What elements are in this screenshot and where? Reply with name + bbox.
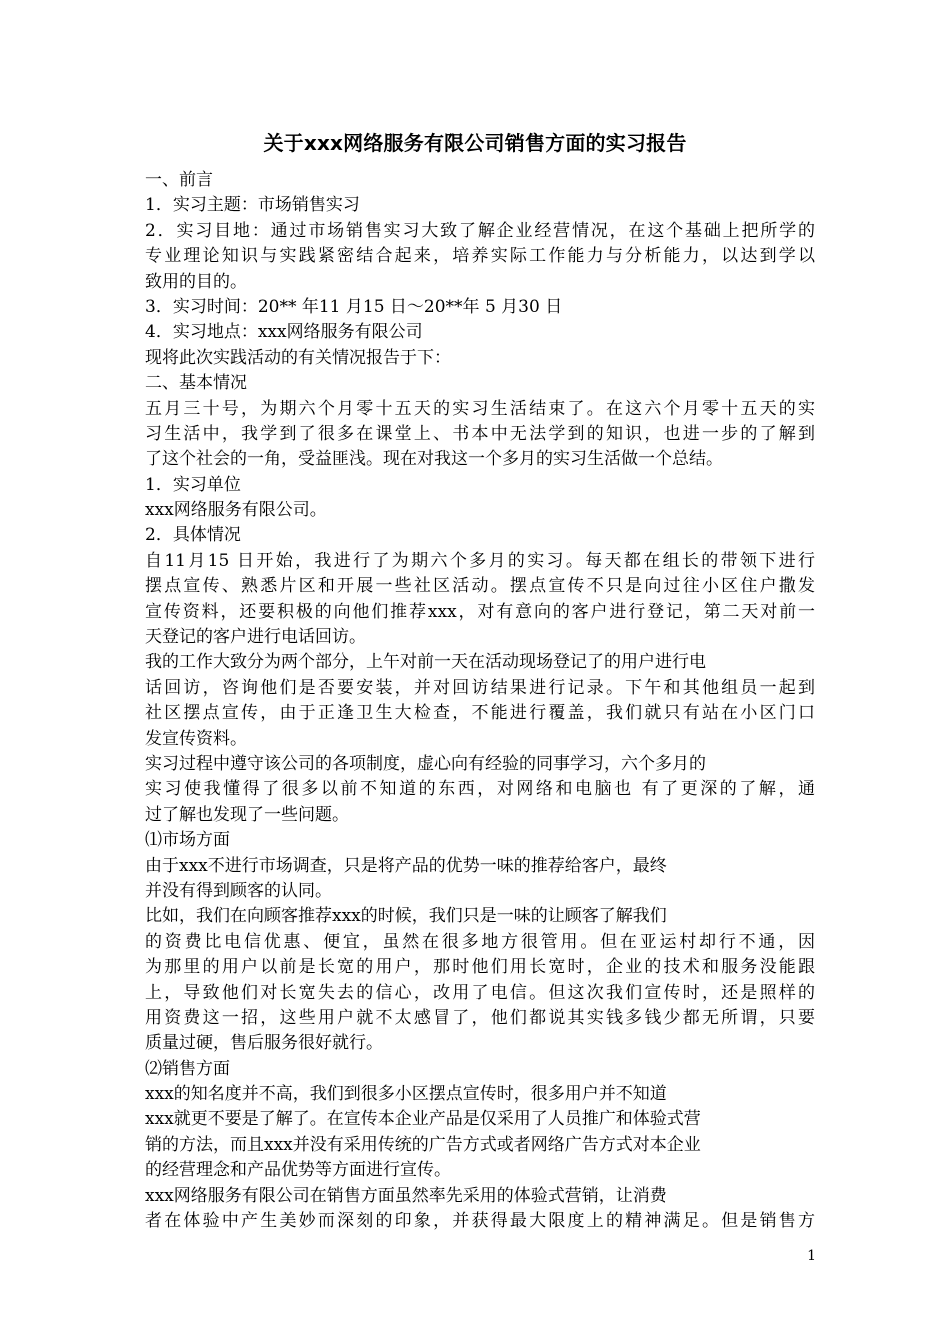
text-line: 3．实习时间：20** 年11 月15 日～20**年 5 月30 日 — [145, 296, 563, 317]
page-number: 1 — [807, 1248, 816, 1264]
text-line: 用资费这一招，这些用户就不太感冒了，他们都说其实钱多钱少都无所谓，只要 — [145, 1007, 815, 1028]
text-line: 专业理论知识与实践紧密结合起来，培养实际工作能力与分析能力，以达到学以 — [145, 246, 815, 267]
text-line: 我的工作大致分为两个部分，上午对前一天在活动现场登记了的用户进行电 — [145, 652, 706, 673]
text-line: xxx就更不要是了解了。在宣传本企业产品是仅采用了人员推广和体验式营 — [145, 1109, 701, 1130]
text-line: 1．实习主题：市场销售实习 — [145, 195, 360, 216]
text-line: 为那里的用户以前是长宽的用户，那时他们用长宽时，企业的技术和服务没能跟 — [145, 957, 815, 978]
text-line: 上，导致他们对长宽失去的信心，改用了电信。但这次我们宣传时，还是照样的 — [145, 982, 815, 1003]
text-line: 的经营理念和产品优势等方面进行宣传。 — [145, 1160, 451, 1181]
text-line: 销的方法，而且xxx并没有采用传统的广告方式或者网络广告方式对本企业 — [145, 1134, 701, 1155]
text-line: 过了解也发现了一些问题。 — [145, 804, 349, 825]
text-line: 由于xxx不进行市场调查，只是将产品的优势一味的推荐给客户，最终 — [145, 855, 667, 876]
text-line: xxx网络服务有限公司在销售方面虽然率先采用的体验式营销，让消费 — [145, 1185, 667, 1206]
text-line: ⑵销售方面 — [145, 1058, 230, 1079]
text-line: 习生活中，我学到了很多在课堂上、书本中无法学到的知识，也进一步的了解到 — [145, 423, 815, 444]
text-line: 2．实习目地：通过市场销售实习大致了解企业经营情况，在这个基础上把所学的 — [145, 220, 815, 241]
text-line: 二、基本情况 — [145, 373, 247, 394]
text-line: 实习过程中遵守该公司的各项制度，虚心向有经验的同事学习，六个多月的 — [145, 753, 706, 774]
text-line: 天登记的客户进行电话回访。 — [145, 627, 366, 648]
text-line: 自11月15 日开始，我进行了为期六个多月的实习。每天都在组长的带领下进行 — [145, 550, 815, 571]
text-line: 致用的目的。 — [145, 271, 247, 292]
text-line: 4．实习地点：xxx网络服务有限公司 — [145, 322, 423, 343]
text-line: 发宣传资料。 — [145, 728, 247, 749]
text-line: 者在体验中产生美妙而深刻的印象，并获得最大限度上的精神满足。但是销售方 — [145, 1211, 815, 1232]
document-title: 关于xxx网络服务有限公司销售方面的实习报告 — [263, 131, 687, 155]
text-line: 社区摆点宣传，由于正逢卫生大检查，不能进行覆盖，我们就只有站在小区门口 — [145, 703, 815, 724]
text-line: 并没有得到顾客的认同。 — [145, 880, 332, 901]
text-line: 宣传资料，还要积极的向他们推荐xxx，对有意向的客户进行登记，第二天对前一 — [145, 601, 815, 622]
text-line: 1．实习单位 — [145, 474, 241, 495]
text-line: 比如，我们在向顾客推荐xxx的时候，我们只是一味的让顾客了解我们 — [145, 906, 667, 927]
text-line: 五月三十号，为期六个月零十五天的实习生活结束了。在这六个月零十五天的实 — [145, 398, 815, 419]
text-line: 实习使我懂得了很多以前不知道的东西，对网络和电脑也 有了更深的了解，通 — [145, 779, 815, 800]
text-line: 摆点宣传、熟悉片区和开展一些社区活动。摆点宣传不只是向过往小区住户撒发 — [145, 576, 815, 597]
text-line: 2．具体情况 — [145, 525, 241, 546]
text-line: 的资费比电信优惠、便宜，虽然在很多地方很管用。但在亚运村却行不通，因 — [145, 931, 815, 952]
text-line: ⑴市场方面 — [145, 830, 230, 851]
text-line: 现将此次实践活动的有关情况报告于下： — [145, 347, 451, 368]
document-body — [145, 168, 815, 1234]
text-line: xxx的知名度并不高，我们到很多小区摆点宣传时，很多用户并不知道 — [145, 1084, 667, 1105]
text-line: 了这个社会的一角，受益匪浅。现在对我这一个多月的实习生活做一个总结。 — [145, 449, 723, 470]
text-line: 话回访，咨询他们是否要安装，并对回访结果进行记录。下午和其他组员一起到 — [145, 677, 815, 698]
text-line: xxx网络服务有限公司。 — [145, 500, 327, 521]
text-line: 质量过硬，售后服务很好就行。 — [145, 1033, 383, 1054]
text-line: 一、前言 — [145, 170, 213, 190]
